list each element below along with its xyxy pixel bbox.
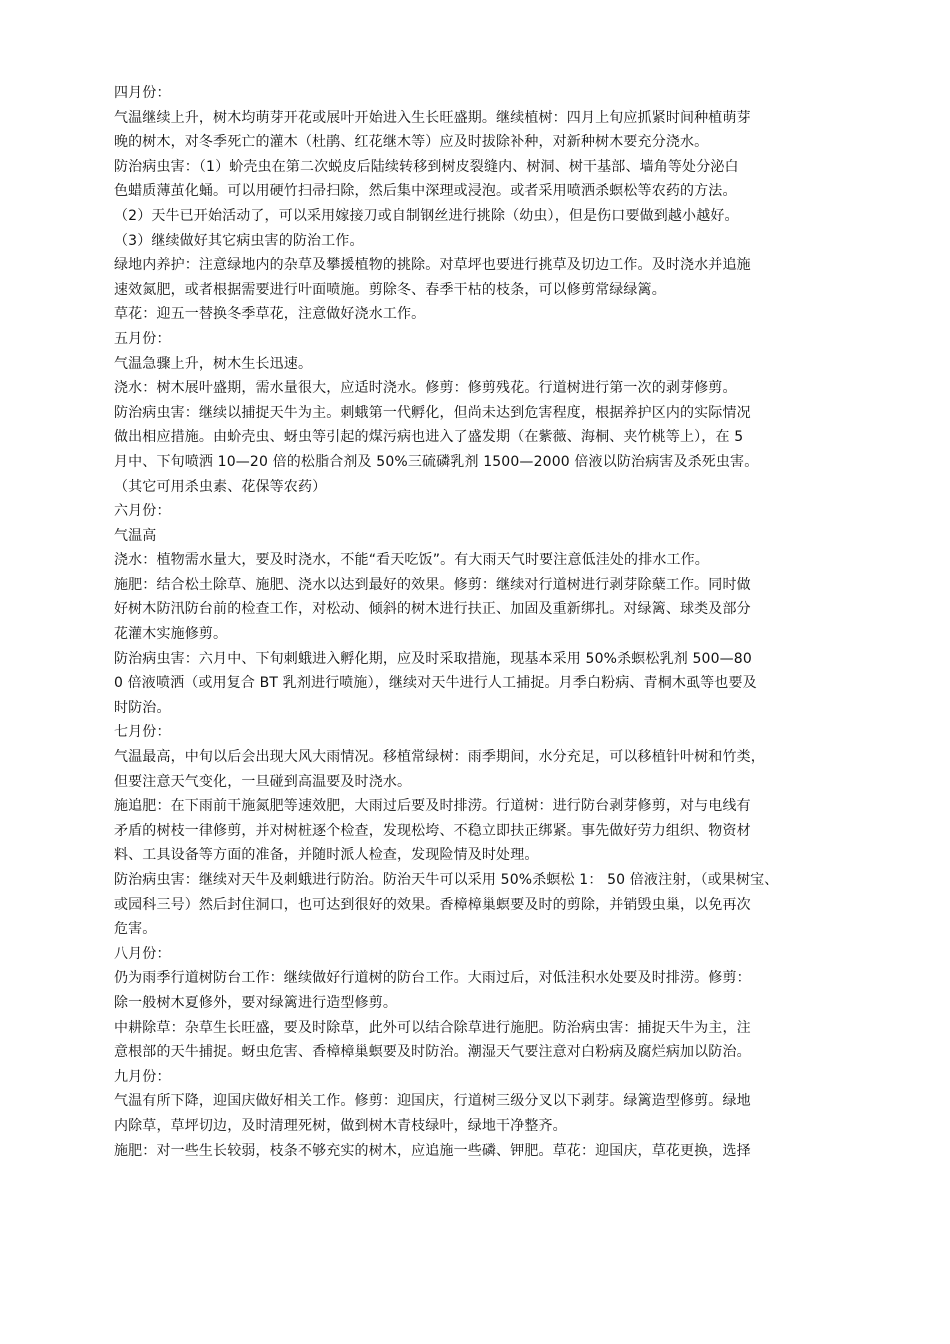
heading-august: 八月份： [114,945,171,962]
paragraph-line: 意根部的天牛捕捉。蚜虫危害、香樟樟巢螟要及时防治。潮湿天气要注意对白粉病及腐烂病加以防治。 [114,1044,751,1061]
paragraph-line: 施追肥：在下雨前干施氮肥等速效肥，大雨过后要及时排涝。行道树：进行防台剥芽修剪，对与电线有 [114,798,751,815]
paragraph-line: 花灌木实施修剪。 [114,626,228,643]
paragraph-line: 防治病虫害：（1）蚧壳虫在第二次蜕皮后陆续转移到树皮裂缝内、树洞、树干基部、墙角等处分泌白 [114,158,739,175]
paragraph-line: 中耕除草：杂草生长旺盛，要及时除草，此外可以结合除草进行施肥。防治病虫害：捕捉天牛为主，注 [114,1019,751,1036]
paragraph-line: 气温有所下降，迎国庆做好相关工作。修剪：迎国庆，行道树三级分叉以下剥芽。绿篱造型修剪。绿地 [114,1093,751,1110]
paragraph-line: 但要注意天气变化，一旦碰到高温要及时浇水。 [114,773,412,790]
paragraph-line: 月中、下旬喷洒 10—20 倍的松脂合剂及 50%三硫磷乳剂 1500—2000 倍液以防治病害及杀死虫害。 [114,453,759,470]
paragraph-line: 料、工具设备等方面的准备，并随时派人检查，发现险情及时处理。 [114,847,539,864]
paragraph-line: 施肥：对一些生长较弱，枝条不够充实的树木，应追施一些磷、钾肥。草花：迎国庆，草花更换，选择 [114,1142,751,1159]
paragraph-line: 做出相应措施。由蚧壳虫、蚜虫等引起的煤污病也进入了盛发期（在紫薇、海桐、夹竹桃等上），在 5 [114,429,744,446]
paragraph-line: 危害。 [114,921,157,938]
paragraph-line: 气温最高，中旬以后会出现大风大雨情况。移植常绿树：雨季期间，水分充足，可以移植针叶树和竹类， [114,749,765,766]
paragraph-line: 浇水：树木展叶盛期，需水量很大，应适时浇水。修剪：修剪残花。行道树进行第一次的剥芽修剪。 [114,380,737,397]
paragraph-line: 或园科三号）然后封住洞口，也可达到很好的效果。香樟樟巢螟要及时的剪除，并销毁虫巢，以免再次 [114,896,751,913]
heading-april: 四月份： [114,85,171,101]
paragraph-line: （2）天牛已开始活动了，可以采用嫁接刀或自制钢丝进行挑除（幼虫），但是伤口要做到越小越好。 [114,207,739,224]
paragraph-line: 绿地内养护：注意绿地内的杂草及攀援植物的挑除。对草坪也要进行挑草及切边工作。及时浇水并追施 [114,257,751,274]
paragraph-line: 0 倍液喷洒（或用复合 BT 乳剂进行喷施），继续对天牛进行人工捕捉。月季白粉病、青桐木虱等也要及 [114,675,757,692]
paragraph-line: 草花：迎五一替换冬季草花，注意做好浇水工作。 [114,306,426,323]
heading-may: 五月份： [114,330,171,347]
paragraph-line: 仍为雨季行道树防台工作：继续做好行道树的防台工作。大雨过后，对低洼积水处要及时排涝。修剪： [114,970,751,987]
paragraph-line: 浇水：植物需水量大，要及时浇水，不能“看天吃饭”。有大雨天气时要注意低洼处的排水工作。 [114,552,709,569]
paragraph-line: 矛盾的树枝一律修剪，并对树桩逐个检查，发现松垮、不稳立即扶正绑紧。事先做好劳力组织、物资材 [114,822,751,839]
paragraph-line: 气温继续上升，树木均萌芽开花或展叶开始进入生长旺盛期。继续植树：四月上旬应抓紧时间种植萌芽 [114,109,751,126]
heading-september: 九月份： [114,1068,171,1085]
paragraph-line: 防治病虫害：继续以捕捉天牛为主。刺蛾第一代孵化，但尚未达到危害程度，根据养护区内的实际情况 [114,404,751,421]
paragraph-line: 晚的树木，对冬季死亡的灌木（杜鹃、红花继木等）应及时拔除补种，对新种树木要充分浇水。 [114,134,709,151]
paragraph-line: （3）继续做好其它病虫害的防治工作。 [114,232,364,249]
paragraph-line: 施肥：结合松土除草、施肥、浇水以达到最好的效果。修剪：继续对行道树进行剥芽除蘖工作。同时做 [114,576,751,593]
paragraph-line: 除一般树木夏修外，要对绿篱进行造型修剪。 [114,994,397,1011]
heading-july: 七月份： [114,724,171,741]
document-body [114,82,834,1164]
paragraph-line: 时防治。 [114,699,171,716]
paragraph-line: 好树木防汛防台前的检查工作，对松动、倾斜的树木进行扶正、加固及重新绑扎。对绿篱、球类及部分 [114,601,751,618]
paragraph-line: 内除草，草坪切边，及时清理死树，做到树木青枝绿叶，绿地干净整齐。 [114,1117,567,1134]
paragraph-line: 色蜡质薄茧化蛹。可以用硬竹扫帚扫除，然后集中深理或浸泡。或者采用喷洒杀螟松等农药的方法。 [114,183,737,200]
paragraph-line: 防治病虫害：继续对天牛及刺蛾进行防治。防治天牛可以采用 50%杀螟松 1： 50 倍液注射，（或果树宝、 [114,872,779,888]
paragraph-line: 防治病虫害：六月中、下旬刺蛾进入孵化期，应及时采取措施，现基本采用 50%杀螟松乳剂 500—80 [114,650,752,667]
paragraph-line: 气温高 [114,527,157,544]
heading-june: 六月份： [114,503,171,520]
paragraph-line: 速效氮肥，或者根据需要进行叶面喷施。剪除冬、春季干枯的枝条，可以修剪常绿绿篱。 [114,281,666,298]
paragraph-line: （其它可用杀虫素、花保等农药） [114,478,327,495]
paragraph-line: 气温急骤上升，树木生长迅速。 [114,355,313,372]
